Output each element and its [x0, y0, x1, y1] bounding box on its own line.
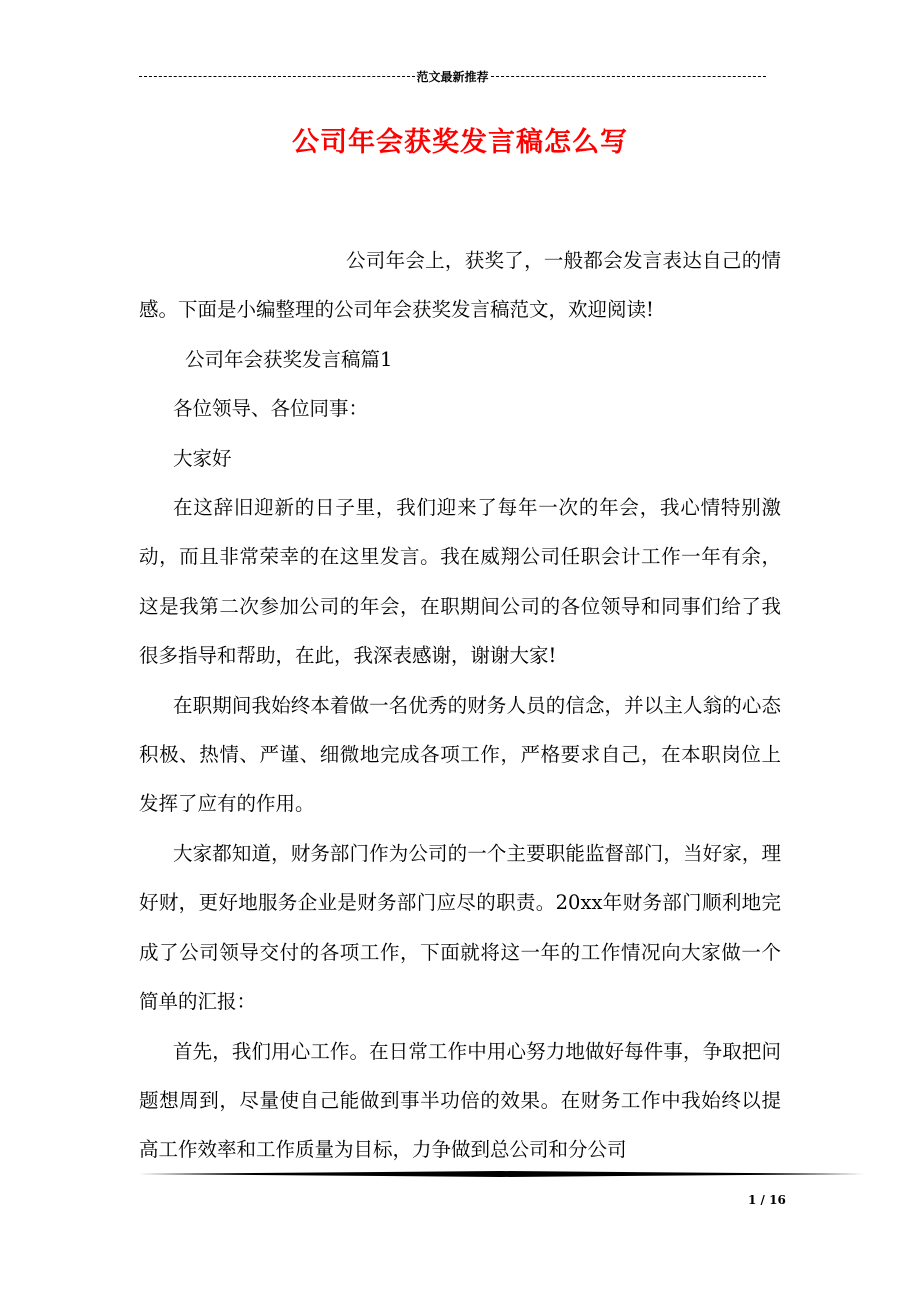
salutation: 各位领导、各位同事： [173, 397, 369, 421]
document-title: 公司年会获奖发言稿怎么写 [292, 127, 628, 158]
page-number: 1 / 16 [748, 1193, 786, 1207]
body-paragraph: 大家都知道，财务部门作为公司的一个主要职能监督部门，当好家，理好财，更好地服务企业是财务部门应尽的职责。20xx年财务部门顺利地完成了公司领导交付的各项工作，下面就将这一年的工作情况向大家做一个简单的汇报： [139, 841, 781, 1014]
intro-paragraph: 公司年会上，获奖了，一般都会发言表达自己的情感。下面是小编整理的公司年会获奖发言稿范文，欢迎阅读! [139, 249, 781, 322]
page-header [139, 66, 766, 86]
document-body [139, 236, 781, 1175]
body-paragraph: 在这辞旧迎新的日子里，我们迎来了每年一次的年会，我心情特别激动，而且非常荣幸的在这里发言。我在威翔公司任职会计工作一年有余，这是我第二次参加公司的年会，在职期间公司的各位领导和同事们给了我很多指导和帮助，在此，我深表感谢，谢谢大家! [139, 496, 781, 668]
body-paragraph: 在职期间我始终本着做一名优秀的财务人员的信念，并以主人翁的心态积极、热情、严谨、细微地完成各项工作，严格要求自己，在本职岗位上发挥了应有的作用。 [139, 693, 781, 816]
body-paragraph: 首先，我们用心工作。在日常工作中用心努力地做好每件事，争取把问题想周到，尽量使自己能做到事半功倍的效果。在财务工作中我始终以提高工作效率和工作质量为目标，力争做到总公司和分公司 [139, 1039, 781, 1162]
greeting: 大家好 [173, 446, 232, 470]
header-label: 范文最新推荐 [416, 69, 489, 84]
header-dashes-left [139, 76, 415, 77]
section-heading: 公司年会获奖发言稿篇1 [185, 347, 393, 371]
footer-divider [139, 1171, 864, 1177]
header-dashes-right [491, 76, 767, 77]
